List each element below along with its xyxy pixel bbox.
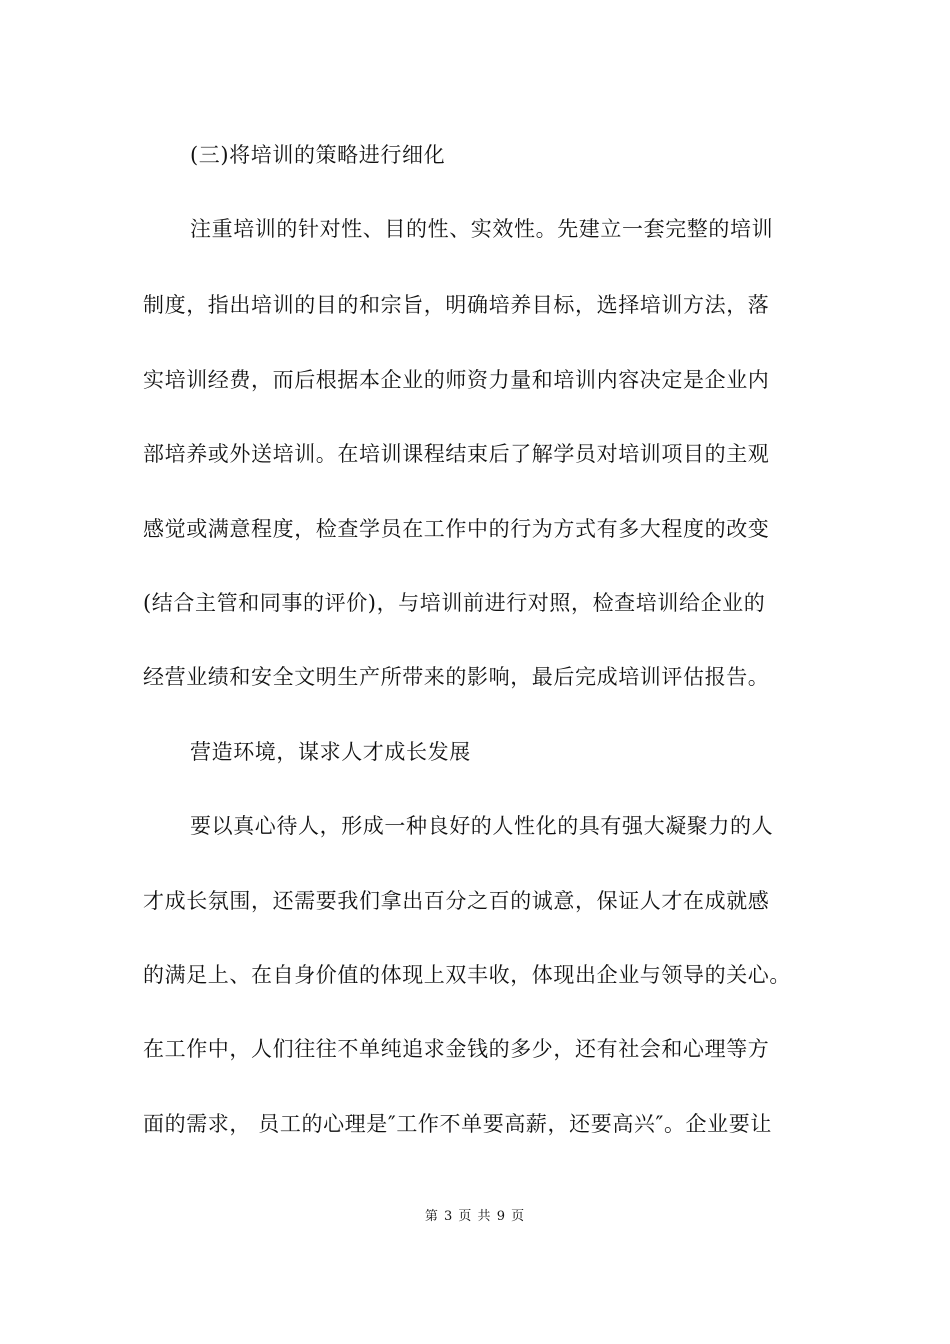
paragraph-line: 制度，指出培训的目的和宗旨，明确培养目标，选择培训方法，落 bbox=[143, 293, 770, 317]
paragraph-line: 的满足上、在自身价值的体现上双丰收，体现出企业与领导的关心。 bbox=[143, 963, 791, 987]
paragraph-line: 要以真心待人，形成一种良好的人性化的具有强大凝聚力的人 bbox=[190, 814, 774, 838]
paragraph-line: 部培养或外送培训。在培训课程结束后了解学员对培训项目的主观 bbox=[143, 442, 770, 466]
paragraph-line: 注重培训的针对性、目的性、实效性。先建立一套完整的培训 bbox=[190, 217, 774, 241]
section-heading: (三)将培训的策略进行细化 bbox=[190, 143, 446, 167]
paragraph-line: 实培训经费，而后根据本企业的师资力量和培训内容决定是企业内 bbox=[143, 368, 770, 392]
paragraph-line: 才成长氛围，还需要我们拿出百分之百的诚意，保证人才在成就感 bbox=[143, 889, 770, 913]
paragraph-line: 面的需求， 员工的心理是″工作不单要高薪，还要高兴″。企业要让 bbox=[143, 1112, 772, 1136]
page-number-footer: 第 3 页 共 9 页 bbox=[424, 1209, 526, 1224]
paragraph-line: 感觉或满意程度，检查学员在工作中的行为方式有多大程度的改变 bbox=[143, 517, 770, 541]
paragraph-line: 在工作中，人们往往不单纯追求金钱的多少，还有社会和心理等方 bbox=[143, 1037, 770, 1061]
paragraph-line: 经营业绩和安全文明生产所带来的影响，最后完成培训评估报告。 bbox=[143, 665, 770, 689]
section-heading: 营造环境，谋求人才成长发展 bbox=[190, 740, 471, 764]
paragraph-line: (结合主管和同事的评价)，与培训前进行对照，检查培训给企业的 bbox=[143, 591, 766, 615]
